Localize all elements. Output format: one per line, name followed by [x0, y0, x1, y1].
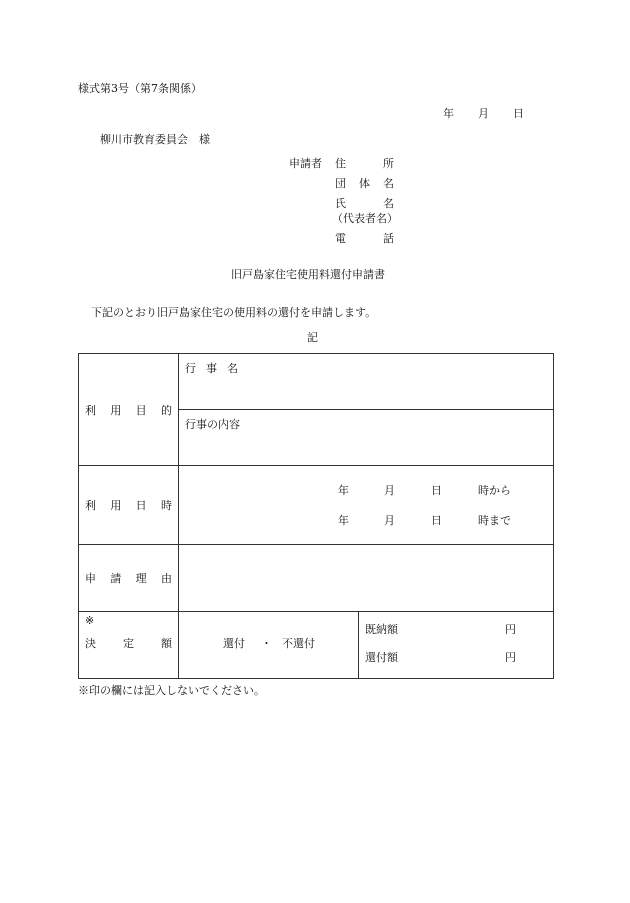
from-year: 年 [338, 484, 349, 497]
no-refund-option: 不還付 [282, 637, 315, 650]
refund-separator: ・ [261, 637, 272, 650]
event-name-label: 行事名 [185, 362, 248, 375]
intro-text: 下記のとおり旧戸島家住宅の使用料の還付を申請します。 [91, 306, 377, 319]
decision-label: 決 定 額 [85, 637, 172, 650]
purpose-label-cell [79, 354, 179, 466]
application-table [78, 353, 554, 679]
paid-yen: 円 [505, 623, 516, 636]
addressee: 柳川市教育委員会 様 [100, 133, 210, 146]
from-day: 日 [431, 484, 442, 497]
form-number: 様式第3号（第7条関係） [78, 82, 202, 95]
date-year: 年 [443, 107, 454, 120]
reason-label-cell [79, 545, 179, 612]
applicant-address: 住 所 [335, 157, 394, 170]
event-content-cell[interactable] [179, 410, 554, 466]
event-content-label: 行事の内容 [185, 418, 240, 431]
to-time: 時まで [478, 514, 511, 527]
paid-amount-label: 既納額 [365, 623, 398, 636]
datetime-label-cell [79, 466, 179, 545]
applicant-group: 団 体 名 [335, 177, 394, 190]
datetime-cell[interactable] [179, 466, 554, 545]
amount-cell[interactable] [359, 612, 554, 679]
datetime-label: 利 用 日 時 [85, 499, 172, 512]
date-month: 月 [478, 107, 489, 120]
purpose-label: 利 用 目 的 [85, 403, 172, 417]
from-month: 月 [384, 484, 395, 497]
event-name-cell[interactable] [179, 354, 554, 410]
to-month: 月 [384, 514, 395, 527]
document-title: 旧戸島家住宅使用料還付申請書 [231, 268, 385, 281]
ki-label: 記 [307, 331, 318, 344]
reason-cell[interactable] [179, 545, 554, 612]
applicant-representative: （代表者名） [332, 212, 398, 225]
footnote: ※印の欄には記入しないでください。 [78, 684, 265, 697]
from-time: 時から [478, 484, 511, 497]
decision-mark: ※ [85, 614, 95, 627]
applicant-phone: 電 話 [335, 232, 394, 245]
to-day: 日 [431, 514, 442, 527]
applicant-name: 氏 名 [335, 197, 394, 210]
refund-option: 還付 [223, 637, 245, 650]
refund-yen: 円 [505, 651, 516, 664]
refund-amount-label: 還付額 [365, 651, 398, 664]
applicant-label: 申請者 [289, 157, 322, 170]
refund-choice-cell[interactable] [179, 612, 359, 679]
decision-label-cell [79, 612, 179, 679]
to-year: 年 [338, 514, 349, 527]
reason-label: 申 請 理 由 [85, 572, 172, 585]
date-day: 日 [513, 107, 524, 120]
